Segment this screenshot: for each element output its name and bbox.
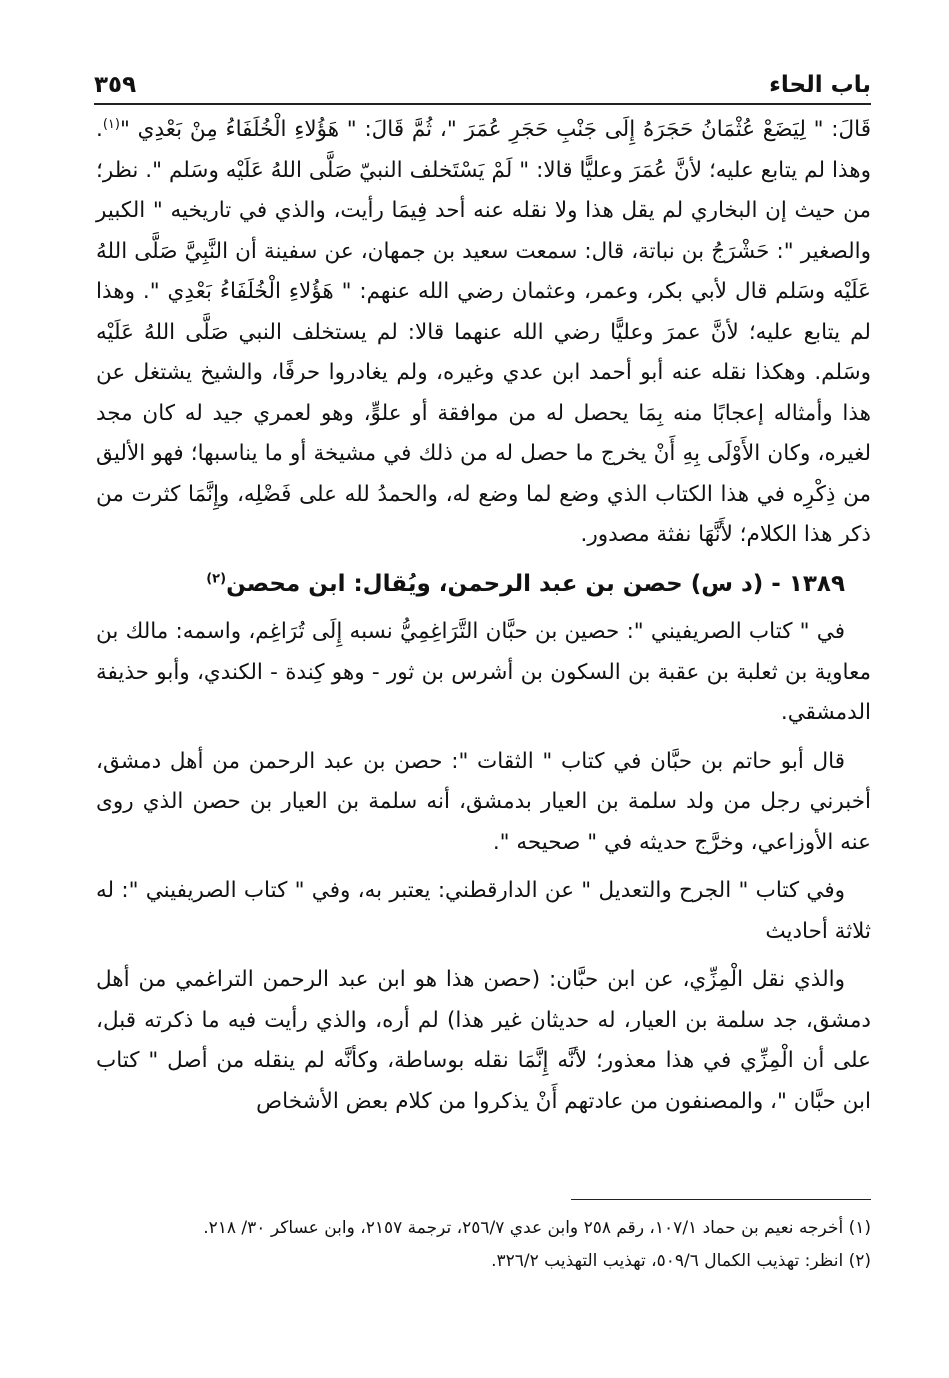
- paragraph-5: والذي نقل الْمِزِّي، عن ابن حبَّان: (حصن هذا هو ابن عبد الرحمن التراغمي من أهل دمشق، جد سلمة بن العيار، له حديثان غير هذا) لم أره، والذي رأيت فيه ما ذكرته قبل، على أن الْمِزِّي في هذا معذور؛ لأنَّه إِنَّمَا نقله بوساطة، وكأنَّه لم ينقله من أصل " كتاب ابن حبَّان "، والمصنفون من عادتهم أَنْ يذكروا من كلام بعض الأشخاص: [96, 967, 871, 1114]
- paragraph-2: في " كتاب الصريفيني ": حصين بن حبَّان التَّرَاغِمِيُّ نسبه إِلَى تُرَاغِم، واسمه: مالك بن معاوية بن ثعلبة بن عقبة بن السكون بن أشرس بن ثور - وهو كِندة - الكندي، وأبو حذيفة الدمشقي.: [96, 619, 871, 725]
- page-number: ٣٥٩: [94, 72, 137, 98]
- entry-heading: [96, 564, 871, 605]
- main-text: [96, 110, 871, 1122]
- footnotes: [96, 1212, 871, 1278]
- footnote-2: (٢) انظر: تهذيب الكمال ٥٠٩/٦، تهذيب التهذيب ٣٢٦/٢.: [491, 1251, 871, 1271]
- paragraph-1-text: قَالَ: " لِيَضَعْ عُثْمَانُ حَجَرَهُ إِلَى جَنْبِ حَجَرِ عُمَرَ "، ثُمَّ قَالَ: " هَؤُلاءِ الْخُلَفَاءُ مِنْ بَعْدِي ": [119, 117, 871, 142]
- running-header: [94, 58, 871, 98]
- footnote-rule: [571, 1199, 871, 1200]
- footnote-ref-1: (١): [102, 116, 120, 132]
- paragraph-4: وفي كتاب " الجرح والتعديل " عن الدارقطني: يعتبر به، وفي " كتاب الصريفيني ": له ثلاثة أحاديث: [96, 878, 871, 944]
- chapter-title: باب الحاء: [769, 72, 871, 98]
- header-rule: [94, 103, 871, 105]
- paragraph-3: قال أبو حاتم بن حبَّان في كتاب " الثقات ": حصن بن عبد الرحمن من أهل دمشق، أخبرني رجل من ولد سلمة بن العيار بدمشق، أنه سلمة بن العيار بن حصن الذي روى عنه الأوزاعي، وخرَّج حديثه في " صحيحه ".: [96, 748, 871, 855]
- footnote-1: (١) أخرجه نعيم بن حماد ١٠٧/١، رقم ٢٥٨ وابن عدي ٢٥٦/٧، ترجمة ٢١٥٧، وابن عساكر ٣٠/ ٢١٨.: [203, 1218, 871, 1238]
- paragraph-1: [96, 110, 871, 556]
- footnote-ref-2: (٢): [206, 570, 227, 586]
- entry-heading-text: ١٣٨٩ - (د س) حصن بن عبد الرحمن، ويُقال: ابن محصن: [226, 570, 845, 597]
- paragraph-1-continued: . وهذا لم يتابع عليه؛ لأنَّ عُمَرَ وعليًّا قالا: " لَمْ يَسْتَخلف النبيّ صَلَّى اللهُ عَلَيْه وسَلم ". نظر؛ من حيث إن البخاري لم يقل هذا ولا نقله عنه أحد فِيمَا رأيت، والذي في تاريخيه " الكبير والصغير ": حَشْرَجُ بن نباتة، قال: سمعت سعيد بن جمهان، عن سفينة أن النَّبِيَّ صَلَّى اللهُ عَلَيْه وسَلم قال لأبي بكر، وعمر، وعثمان رضي الله عنهم: " هَؤُلاءِ الْخُلَفَاءُ بَعْدِي ". وهذا لم يتابع عليه؛ لأنَّ عمرَ وعليًّا رضي الله عنهما قالا: لم يستخلف النبي صَلَّى اللهُ عَلَيْه وسَلم. وهكذا نقله عنه أبو أحمد ابن عدي وغيره، ولم يغادروا حرفًا، والشيخ يشتغل عن هذا وأمثاله إعجابًا منه بِمَا يحصل له من موافقة أو علوٍّ، وهو لعمري جيد له كان مجد لغيره، وكان الأَوْلَى بِهِ أَنْ يخرج ما حصل له من ذلك في مشيخة أو ما يناسبها؛ فهو الأليق من ذِكْرِه في هذا الكتاب الذي وضع لما وضع له، والحمدُ لله على فَضْلِه، وإِنَّمَا كثرت من ذكر هذا الكلام؛ لأَنَّهَا نفثة مصدور.: [96, 117, 871, 547]
